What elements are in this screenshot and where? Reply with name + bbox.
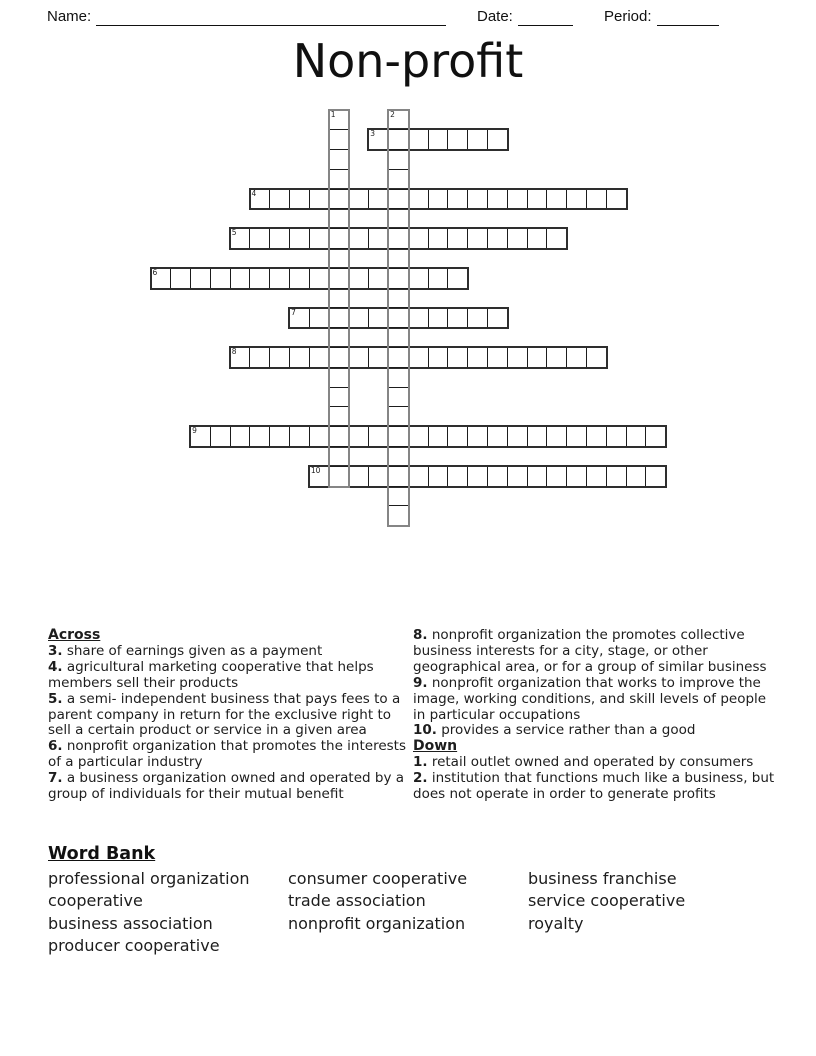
crossword-cell [330, 149, 349, 169]
crossword-cell [467, 309, 487, 328]
crossword-cell [330, 466, 349, 486]
clue-number: 3. [48, 642, 63, 659]
crossword-cell [389, 426, 408, 446]
clue-item: 10. provides a service rather than a good [413, 722, 696, 739]
down-heading: Down [413, 738, 458, 755]
clue-item: 3. share of earnings given as a payment [48, 642, 323, 659]
crossword-cell [389, 327, 408, 347]
crossword-cell [230, 427, 250, 446]
period-label: Period: [604, 8, 652, 25]
crossword-cell [330, 347, 349, 367]
crossword-cell [606, 427, 626, 446]
clues-column-right [413, 628, 775, 803]
crossword-cell [330, 327, 349, 347]
crossword-cell [230, 269, 250, 288]
crossword-cell [309, 229, 329, 248]
clue-number: 4. [48, 658, 63, 675]
crossword-cell [487, 348, 507, 367]
crossword-cell [249, 427, 269, 446]
crossword-cell [586, 427, 606, 446]
crossword-cell [527, 229, 547, 248]
crossword-cell [428, 130, 448, 149]
crossword-cell [507, 427, 527, 446]
clue-number: 1. [413, 754, 428, 771]
crossword-cell [645, 427, 665, 446]
word-bank-item: nonprofit organization [288, 913, 466, 933]
crossword-cell [269, 427, 289, 446]
crossword-cell [348, 427, 368, 446]
crossword-cell [408, 229, 428, 248]
word-bank-column [48, 868, 250, 958]
word-bank-column [288, 868, 467, 935]
crossword-cell [368, 269, 388, 288]
crossword-cell [507, 467, 527, 486]
crossword-cell [389, 486, 408, 506]
crossword-word-1-down [328, 109, 351, 488]
crossword-word-8-across [229, 346, 608, 369]
crossword-cell [269, 190, 289, 209]
crossword-cell [330, 426, 349, 446]
crossword-cell [190, 269, 210, 288]
across-heading: Across [48, 627, 101, 643]
crossword-cell [408, 348, 428, 367]
crossword-cell [289, 427, 309, 446]
crossword-word-6-across [150, 267, 470, 290]
grid-number-label: 1 [330, 109, 336, 119]
word-bank-item: royalty [528, 913, 584, 933]
crossword-cell [428, 269, 448, 288]
word-bank-item: cooperative [48, 891, 143, 911]
crossword-cell [467, 427, 487, 446]
crossword-cell [408, 309, 428, 328]
grid-number-label: 10 [310, 465, 321, 475]
crossword-cell [348, 309, 368, 328]
crossword-cell [389, 466, 408, 486]
crossword-cell [389, 189, 408, 209]
crossword-cell [606, 467, 626, 486]
grid-number-label: 9 [192, 426, 197, 436]
crossword-cell [289, 269, 309, 288]
crossword-cell [487, 130, 507, 149]
clue-number: 9. [413, 674, 428, 691]
crossword-cell [546, 229, 566, 248]
crossword-cell [546, 467, 566, 486]
grid-number-label: 7 [291, 307, 296, 317]
crossword-cell [566, 190, 586, 209]
crossword-cell [645, 467, 665, 486]
grid-number-label: 8 [231, 347, 237, 357]
crossword-cell [368, 427, 388, 446]
crossword-cell [408, 190, 428, 209]
clue-item: 9. nonprofit organization that works to improve the image, working conditions, and skill levels of people in particular occupations [413, 674, 767, 723]
crossword-cell [269, 229, 289, 248]
crossword-cell [389, 387, 408, 407]
crossword-cell [289, 229, 309, 248]
crossword-cell [447, 269, 467, 288]
crossword-cell [368, 348, 388, 367]
name-label: Name: [47, 8, 92, 25]
crossword-cell [309, 269, 329, 288]
clue-item: 4. agricultural marketing cooperative that helps members sell their products [48, 658, 374, 691]
crossword-cell [309, 427, 329, 446]
crossword-cell [507, 229, 527, 248]
crossword-cell [487, 229, 507, 248]
clue-number: 8. [413, 627, 428, 643]
crossword-cell [389, 406, 408, 426]
crossword-cell [330, 268, 349, 288]
word-bank-item: trade association [288, 891, 426, 911]
crossword-cell [467, 229, 487, 248]
crossword-cell [210, 269, 230, 288]
crossword-cell [330, 367, 349, 387]
crossword-word-4-across [249, 188, 628, 211]
crossword-cell [527, 348, 547, 367]
crossword-cell [330, 387, 349, 407]
clues-column-left [48, 628, 410, 803]
crossword-cell [586, 190, 606, 209]
crossword-cell [626, 427, 646, 446]
crossword-cell [487, 309, 507, 328]
crossword-cell [626, 467, 646, 486]
crossword-cell [289, 348, 309, 367]
crossword-cell [249, 269, 269, 288]
crossword-cell [309, 190, 329, 209]
crossword-cell [389, 208, 408, 228]
crossword-cell [389, 228, 408, 248]
crossword-cell [368, 309, 388, 328]
clue-number: 7. [48, 770, 63, 787]
crossword-cell [389, 446, 408, 466]
crossword-cell [447, 467, 467, 486]
crossword-cell [546, 190, 566, 209]
crossword-cell [467, 130, 487, 149]
clue-item: 7. a business organization owned and operated by a group of individuals for their mutual benefit [48, 770, 404, 803]
crossword-cell [330, 406, 349, 426]
crossword-cell [447, 190, 467, 209]
crossword-cell [330, 129, 349, 149]
crossword-cell [428, 309, 448, 328]
crossword-cell [389, 367, 408, 387]
crossword-cell [249, 229, 269, 248]
clue-item: 5. a semi- independent business that pays fees to a parent company in return for the exclusive right to sell a certain product or service in a given area [48, 690, 401, 739]
crossword-cell [330, 189, 349, 209]
crossword-cell [527, 427, 547, 446]
word-bank-item: business association [48, 913, 213, 933]
crossword-cell [348, 269, 368, 288]
crossword-cell [348, 229, 368, 248]
word-bank-item: business franchise [528, 869, 677, 888]
crossword-cell [527, 190, 547, 209]
crossword-cell [566, 348, 586, 367]
crossword-cell [389, 288, 408, 308]
crossword-cell [309, 309, 329, 328]
crossword-cell [330, 169, 349, 189]
crossword-cell [487, 190, 507, 209]
crossword-cell [389, 268, 408, 288]
crossword-cell [348, 467, 368, 486]
crossword-cell [467, 190, 487, 209]
crossword-word-2-down [387, 109, 410, 528]
crossword-cell [467, 467, 487, 486]
crossword-cell [447, 130, 467, 149]
crossword-cell [389, 129, 408, 149]
clue-item: 1. retail outlet owned and operated by consumers [413, 754, 754, 771]
crossword-cell [309, 348, 329, 367]
crossword-word-10-across [308, 465, 667, 488]
crossword-cell [389, 149, 408, 169]
crossword-cell [368, 467, 388, 486]
clue-number: 2. [413, 770, 428, 787]
crossword-cell [546, 427, 566, 446]
crossword-cell [330, 208, 349, 228]
crossword-cell [606, 190, 626, 209]
crossword-cell [408, 427, 428, 446]
crossword-cell [487, 427, 507, 446]
crossword-cell [368, 229, 388, 248]
crossword-cell [428, 190, 448, 209]
crossword-cell [170, 269, 190, 288]
crossword-cell [507, 348, 527, 367]
word-bank-column [528, 868, 685, 935]
crossword-cell [428, 467, 448, 486]
crossword-cell [389, 307, 408, 327]
crossword-cell [330, 446, 349, 466]
crossword-cell [566, 427, 586, 446]
crossword-cell [210, 427, 230, 446]
word-bank-item: professional organization [48, 869, 250, 888]
crossword-cell [389, 505, 408, 525]
word-bank-item: consumer cooperative [288, 869, 468, 888]
crossword-cell [289, 190, 309, 209]
crossword-cell [447, 427, 467, 446]
crossword-cell [447, 348, 467, 367]
crossword-cell [389, 169, 408, 189]
grid-number-label: 3 [370, 129, 376, 139]
crossword-word-9-across [189, 425, 667, 448]
page-title: Non-profit [292, 34, 524, 88]
crossword-cell [368, 190, 388, 209]
crossword-cell [269, 348, 289, 367]
crossword-cell [408, 130, 428, 149]
crossword-cell [546, 348, 566, 367]
crossword-cell [348, 190, 368, 209]
crossword-cell [330, 288, 349, 308]
word-bank-item: producer cooperative [48, 936, 220, 956]
clue-number: 10. [413, 722, 437, 739]
crossword-cell [330, 307, 349, 327]
word-bank-item: service cooperative [528, 891, 686, 911]
grid-number-label: 5 [231, 228, 237, 238]
crossword-cell [586, 467, 606, 486]
crossword-cell [428, 229, 448, 248]
grid-number-label: 4 [251, 188, 257, 198]
crossword-cell [249, 348, 269, 367]
date-label: Date: [477, 8, 513, 25]
crossword-cell [348, 348, 368, 367]
word-bank-heading: Word Bank [48, 844, 156, 864]
clue-item: 6. nonprofit organization that promotes the interests of a particular industry [48, 738, 406, 771]
crossword-cell [269, 269, 289, 288]
clue-number: 5. [48, 690, 63, 707]
crossword-cell [447, 229, 467, 248]
crossword-cell [389, 248, 408, 268]
crossword-cell [527, 467, 547, 486]
crossword-cell [428, 348, 448, 367]
crossword-cell [330, 248, 349, 268]
crossword-cell [389, 347, 408, 367]
crossword-cell [586, 348, 606, 367]
clue-number: 6. [48, 738, 63, 755]
clue-item: 8. nonprofit organization the promotes collective business interests for a city, stage, or other geographical area, or for a group of similar business [413, 627, 767, 675]
crossword-cell [408, 467, 428, 486]
crossword-cell [507, 190, 527, 209]
grid-number-label: 2 [390, 109, 395, 119]
clue-item: 2. institution that functions much like a business, but does not operate in order to generate profits [413, 770, 775, 803]
crossword-cell [467, 348, 487, 367]
crossword-cell [330, 228, 349, 248]
crossword-cell [487, 467, 507, 486]
crossword-cell [408, 269, 428, 288]
word-bank-section [48, 843, 788, 956]
grid-number-label: 6 [152, 267, 158, 277]
crossword-cell [428, 427, 448, 446]
crossword-cell [447, 309, 467, 328]
crossword-cell [566, 467, 586, 486]
